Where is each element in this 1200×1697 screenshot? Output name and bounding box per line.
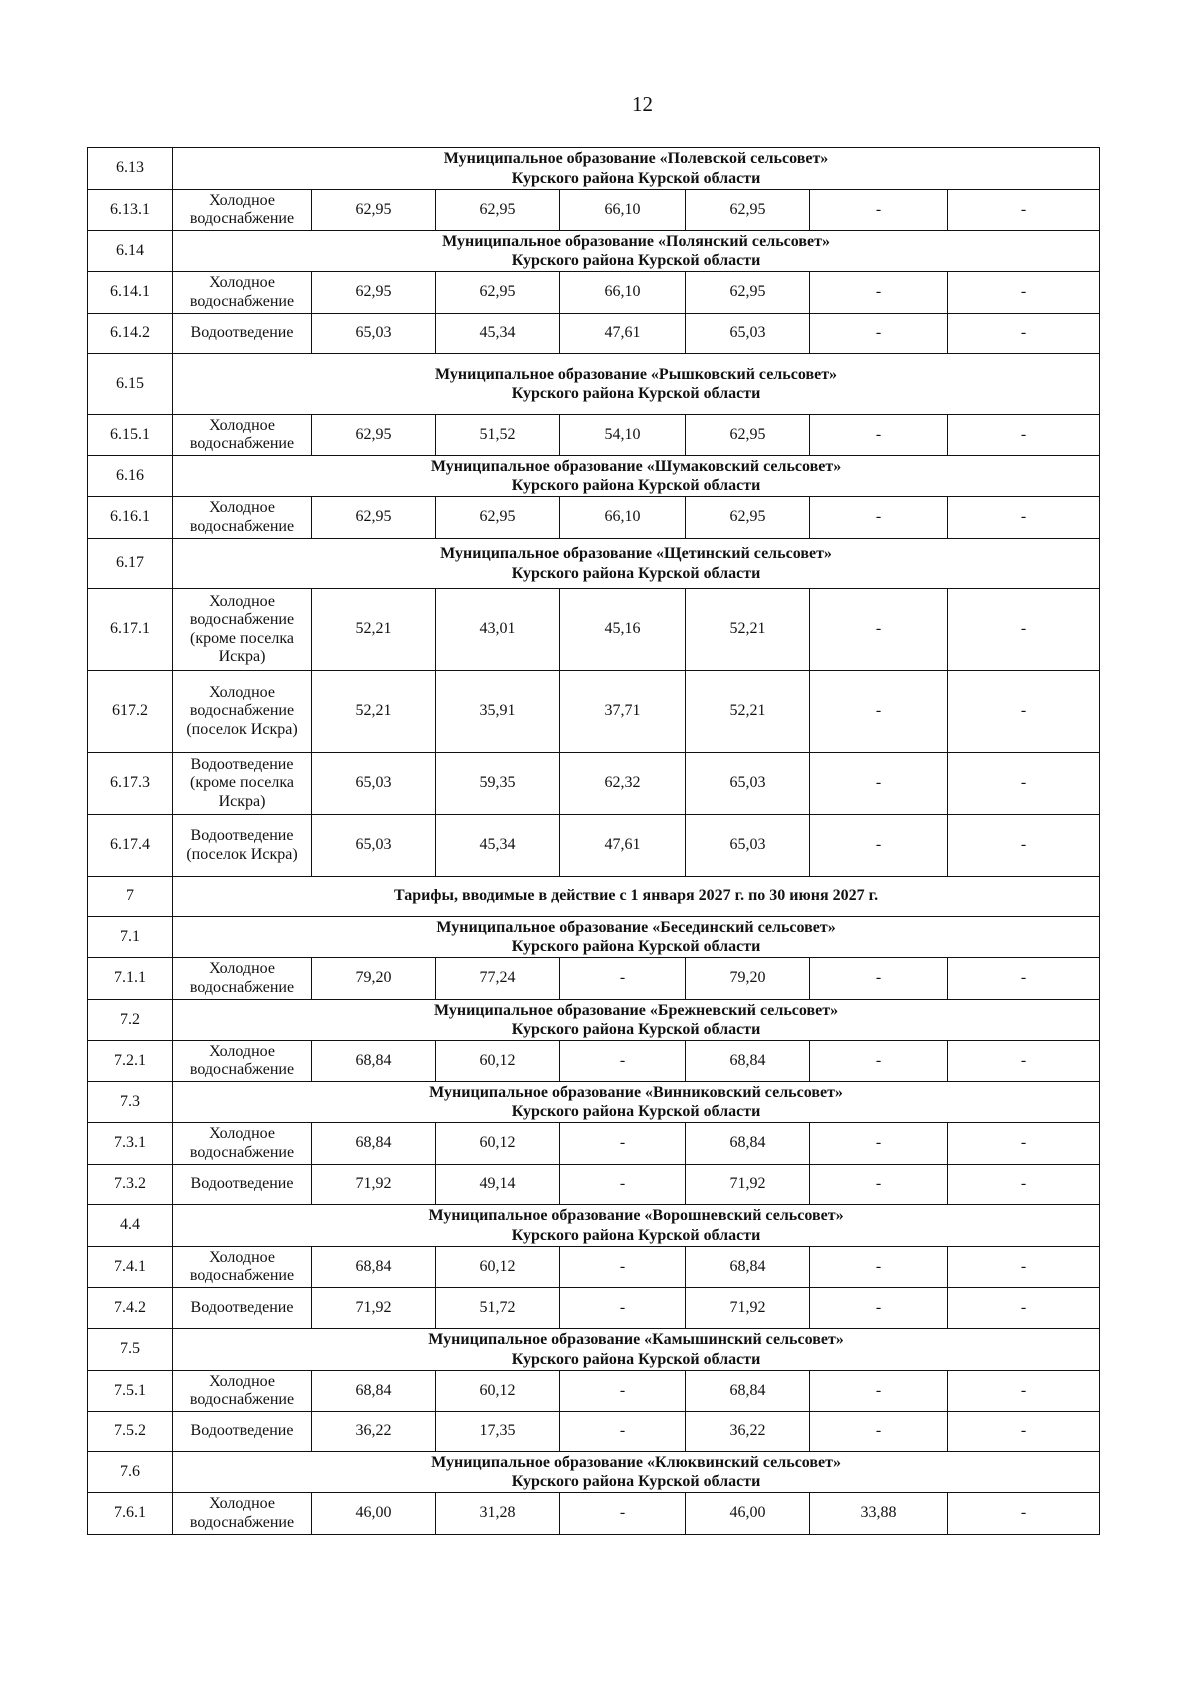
service-name: Водоотведение [173, 1288, 312, 1329]
section-row [88, 877, 1100, 917]
tariff-value: 77,24 [436, 958, 560, 1000]
table-row [88, 958, 1100, 1000]
region-name: Курского района Курской области [511, 564, 761, 582]
tariff-value: - [810, 497, 948, 539]
municipality-header [173, 1205, 1100, 1247]
tariff-value: 52,21 [686, 589, 810, 671]
row-code: 7.2.1 [88, 1041, 173, 1082]
tariff-value: 43,01 [436, 589, 560, 671]
tariff-value: 68,84 [686, 1247, 810, 1288]
region-name: Курского района Курской области [511, 1103, 761, 1120]
tariff-value: - [810, 1371, 948, 1412]
municipality-header [173, 148, 1100, 190]
tariff-value: - [948, 1165, 1100, 1205]
row-code: 7.5 [88, 1329, 173, 1371]
region-name: Курского района Курской области [511, 938, 761, 955]
tariff-value: - [948, 1412, 1100, 1452]
row-code: 6.15 [88, 354, 173, 415]
municipality-header [173, 1082, 1100, 1123]
section-title: Тарифы, вводимые в действие с 1 января 2027 г. по 30 июня 2027 г. [173, 877, 1100, 917]
municipality-name: Муниципальное образование «Винниковский сельсовет» [429, 1083, 843, 1101]
tariff-value: 62,95 [312, 497, 436, 539]
municipality-header-row [88, 231, 1100, 272]
tariff-value: 62,95 [312, 415, 436, 456]
service-name: Водоотведение [173, 314, 312, 354]
row-code: 6.14.2 [88, 314, 173, 354]
tariff-value: - [810, 815, 948, 877]
tariff-value: 62,95 [436, 272, 560, 314]
row-code: 617.2 [88, 671, 173, 753]
row-code: 7.4.2 [88, 1288, 173, 1329]
table-row [88, 753, 1100, 815]
tariff-value: 62,95 [436, 190, 560, 231]
tariff-value: 65,03 [312, 815, 436, 877]
row-code: 6.17.3 [88, 753, 173, 815]
municipality-header [173, 354, 1100, 415]
tariff-value: - [948, 1288, 1100, 1329]
tariff-value: 52,21 [312, 589, 436, 671]
service-name: Водоотведение (поселок Искра) [173, 815, 312, 877]
row-code: 6.16 [88, 456, 173, 497]
service-name: Холодное водоснабжение [173, 190, 312, 231]
tariff-value: - [810, 589, 948, 671]
tariff-value: 46,00 [312, 1493, 436, 1535]
row-code: 6.17.4 [88, 815, 173, 877]
table-row [88, 1041, 1100, 1082]
municipality-header [173, 1329, 1100, 1371]
tariff-value: - [560, 1165, 686, 1205]
tariff-value: 52,21 [312, 671, 436, 753]
region-name: Курского района Курской области [511, 169, 761, 187]
table-row [88, 671, 1100, 753]
tariff-value: - [810, 1288, 948, 1329]
region-name: Курского района Курской области [511, 1226, 761, 1244]
municipality-header-row [88, 354, 1100, 415]
municipality-header [173, 1000, 1100, 1041]
tariff-value: 59,35 [436, 753, 560, 815]
municipality-header-row [88, 456, 1100, 497]
tariff-value: - [810, 671, 948, 753]
tariff-value: - [560, 958, 686, 1000]
tariff-value: - [560, 1371, 686, 1412]
tariff-value: 51,72 [436, 1288, 560, 1329]
tariff-value: - [560, 1247, 686, 1288]
tariff-value: - [810, 415, 948, 456]
municipality-header-row [88, 1329, 1100, 1371]
row-code: 7.1 [88, 917, 173, 958]
municipality-name: Муниципальное образование «Шумаковский сельсовет» [430, 457, 842, 475]
region-name: Курского района Курской области [511, 1473, 761, 1490]
tariff-value: 47,61 [560, 815, 686, 877]
municipality-header [173, 456, 1100, 497]
service-name: Холодное водоснабжение [173, 1371, 312, 1412]
tariff-value: - [810, 753, 948, 815]
row-code: 7.6 [88, 1452, 173, 1493]
tariff-value: 68,84 [312, 1041, 436, 1082]
municipality-header-row [88, 539, 1100, 589]
row-code: 6.17 [88, 539, 173, 589]
table-row [88, 1288, 1100, 1329]
table-row [88, 1493, 1100, 1535]
region-name: Курского района Курской области [511, 1021, 761, 1038]
tariff-value: 66,10 [560, 190, 686, 231]
tariff-value: 35,91 [436, 671, 560, 753]
tariff-value: - [948, 589, 1100, 671]
tariff-value: - [948, 497, 1100, 539]
tariff-value: 36,22 [312, 1412, 436, 1452]
tariff-value: - [810, 1247, 948, 1288]
tariff-value: 62,32 [560, 753, 686, 815]
service-name: Холодное водоснабжение [173, 272, 312, 314]
row-code: 6.13.1 [88, 190, 173, 231]
service-name: Водоотведение (кроме поселка Искра) [173, 753, 312, 815]
table-row [88, 1247, 1100, 1288]
tariff-value: - [810, 958, 948, 1000]
tariff-value: 46,00 [686, 1493, 810, 1535]
tariff-value: - [948, 1041, 1100, 1082]
row-code: 6.13 [88, 148, 173, 190]
row-code: 7.1.1 [88, 958, 173, 1000]
tariff-value: 52,21 [686, 671, 810, 753]
tariff-value: 71,92 [312, 1165, 436, 1205]
tariff-value: - [560, 1493, 686, 1535]
tariff-value: - [810, 1123, 948, 1165]
tariff-value: 66,10 [560, 497, 686, 539]
region-name: Курского района Курской области [511, 252, 761, 269]
row-code: 6.14 [88, 231, 173, 272]
tariff-value: 62,95 [436, 497, 560, 539]
table-row [88, 1412, 1100, 1452]
municipality-name: Муниципальное образование «Брежневский сельсовет» [433, 1001, 839, 1019]
tariff-value: - [948, 1247, 1100, 1288]
service-name: Холодное водоснабжение [173, 1493, 312, 1535]
table-row [88, 190, 1100, 231]
row-code: 6.17.1 [88, 589, 173, 671]
tariff-value: 49,14 [436, 1165, 560, 1205]
tariff-value: 17,35 [436, 1412, 560, 1452]
tariff-value: - [560, 1123, 686, 1165]
tariff-value: - [948, 815, 1100, 877]
tariff-value: - [948, 314, 1100, 354]
tariff-value: - [948, 190, 1100, 231]
tariff-value: 62,95 [686, 497, 810, 539]
row-code: 7.4.1 [88, 1247, 173, 1288]
row-code: 7.3 [88, 1082, 173, 1123]
municipality-name: Муниципальное образование «Клюквинский сельсовет» [431, 1453, 841, 1471]
row-code: 7.3.1 [88, 1123, 173, 1165]
table-row [88, 1371, 1100, 1412]
row-code: 6.14.1 [88, 272, 173, 314]
tariff-value: 60,12 [436, 1041, 560, 1082]
service-name: Холодное водоснабжение (кроме поселка Искра) [173, 589, 312, 671]
municipality-name: Муниципальное образование «Бесединский сельсовет» [436, 918, 836, 936]
service-name: Холодное водоснабжение [173, 958, 312, 1000]
tariff-value: 71,92 [312, 1288, 436, 1329]
tariff-value: 45,34 [436, 815, 560, 877]
tariff-value: - [948, 1493, 1100, 1535]
tariff-value: - [948, 958, 1100, 1000]
municipality-header-row [88, 1452, 1100, 1493]
tariff-value: 68,84 [686, 1123, 810, 1165]
row-code: 7.5.1 [88, 1371, 173, 1412]
tariff-value: 68,84 [686, 1041, 810, 1082]
municipality-name: Муниципальное образование «Полевской сельсовет» [443, 150, 829, 168]
tariff-value: - [560, 1288, 686, 1329]
tariff-value: - [948, 415, 1100, 456]
municipality-header [173, 1452, 1100, 1493]
tariff-value: 65,03 [312, 753, 436, 815]
tariff-value: 65,03 [686, 815, 810, 877]
tariff-table [87, 147, 1100, 1535]
row-code: 7 [88, 877, 173, 917]
tariff-value: - [810, 1165, 948, 1205]
service-name: Холодное водоснабжение [173, 1123, 312, 1165]
table-row [88, 815, 1100, 877]
service-name: Холодное водоснабжение [173, 1041, 312, 1082]
row-code: 6.15.1 [88, 415, 173, 456]
tariff-value: 31,28 [436, 1493, 560, 1535]
municipality-name: Муниципальное образование «Рышковский сельсовет» [435, 365, 838, 383]
municipality-header-row [88, 148, 1100, 190]
tariff-value: 62,95 [686, 272, 810, 314]
service-name: Водоотведение [173, 1412, 312, 1452]
service-name: Водоотведение [173, 1165, 312, 1205]
tariff-value: 65,03 [312, 314, 436, 354]
table-row [88, 1165, 1100, 1205]
table-row [88, 314, 1100, 354]
service-name: Холодное водоснабжение [173, 497, 312, 539]
tariff-value: - [810, 190, 948, 231]
municipality-name: Муниципальное образование «Камышинский сельсовет» [428, 1331, 844, 1349]
region-name: Курского района Курской области [511, 477, 761, 494]
municipality-header [173, 917, 1100, 958]
tariff-value: - [948, 1371, 1100, 1412]
region-name: Курского района Курской области [511, 1350, 761, 1368]
tariff-value: 60,12 [436, 1123, 560, 1165]
municipality-name: Муниципальное образование «Полянский сельсовет» [442, 232, 830, 250]
table-row [88, 272, 1100, 314]
tariff-value: - [560, 1041, 686, 1082]
row-code: 4.4 [88, 1205, 173, 1247]
tariff-value: 68,84 [312, 1247, 436, 1288]
row-code: 7.5.2 [88, 1412, 173, 1452]
tariff-value: 66,10 [560, 272, 686, 314]
tariff-value: 79,20 [312, 958, 436, 1000]
tariff-value: 33,88 [810, 1493, 948, 1535]
tariff-value: 60,12 [436, 1371, 560, 1412]
row-code: 7.3.2 [88, 1165, 173, 1205]
service-name: Холодное водоснабжение (поселок Искра) [173, 671, 312, 753]
tariff-value: 71,92 [686, 1288, 810, 1329]
tariff-value: - [948, 671, 1100, 753]
table-row [88, 589, 1100, 671]
table-row [88, 415, 1100, 456]
region-name: Курского района Курской области [511, 385, 761, 402]
tariff-value: 68,84 [312, 1371, 436, 1412]
table-row [88, 497, 1100, 539]
tariff-value: 79,20 [686, 958, 810, 1000]
tariff-value: 54,10 [560, 415, 686, 456]
tariff-value: - [810, 314, 948, 354]
tariff-value: - [948, 1123, 1100, 1165]
tariff-value: 45,34 [436, 314, 560, 354]
row-code: 7.6.1 [88, 1493, 173, 1535]
municipality-header [173, 231, 1100, 272]
tariff-value: 36,22 [686, 1412, 810, 1452]
tariff-value: - [810, 1041, 948, 1082]
municipality-header [173, 539, 1100, 589]
municipality-header-row [88, 1082, 1100, 1123]
municipality-header-row [88, 917, 1100, 958]
tariff-value: - [810, 272, 948, 314]
tariff-value: 51,52 [436, 415, 560, 456]
tariff-value: 47,61 [560, 314, 686, 354]
tariff-value: 71,92 [686, 1165, 810, 1205]
municipality-name: Муниципальное образование «Щетинский сельсовет» [440, 545, 832, 563]
tariff-value: - [948, 272, 1100, 314]
tariff-value: 65,03 [686, 753, 810, 815]
service-name: Холодное водоснабжение [173, 1247, 312, 1288]
tariff-value: 62,95 [686, 190, 810, 231]
municipality-header-row [88, 1205, 1100, 1247]
tariff-value: 60,12 [436, 1247, 560, 1288]
tariff-value: 65,03 [686, 314, 810, 354]
tariff-value: - [948, 753, 1100, 815]
municipality-name: Муниципальное образование «Ворошневский сельсовет» [428, 1207, 844, 1225]
page-number: 12 [632, 92, 653, 116]
table-row [88, 1123, 1100, 1165]
service-name: Холодное водоснабжение [173, 415, 312, 456]
tariff-value: 68,84 [686, 1371, 810, 1412]
row-code: 6.16.1 [88, 497, 173, 539]
tariff-value: 45,16 [560, 589, 686, 671]
tariff-table-body [88, 148, 1100, 1535]
tariff-value: - [810, 1412, 948, 1452]
tariff-value: 62,95 [312, 272, 436, 314]
tariff-value: 37,71 [560, 671, 686, 753]
row-code: 7.2 [88, 1000, 173, 1041]
tariff-value: 62,95 [686, 415, 810, 456]
municipality-header-row [88, 1000, 1100, 1041]
tariff-value: 68,84 [312, 1123, 436, 1165]
tariff-value: 62,95 [312, 190, 436, 231]
tariff-value: - [560, 1412, 686, 1452]
